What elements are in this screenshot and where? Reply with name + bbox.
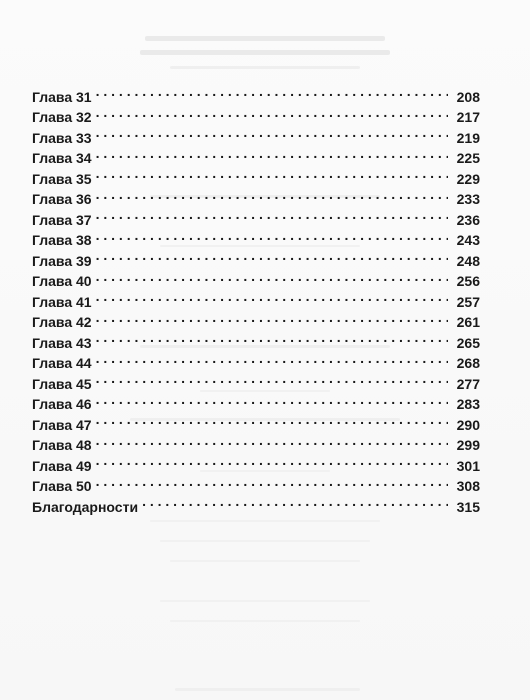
toc-entry-title: Глава 33 xyxy=(32,129,92,146)
toc-entry-page: 229 xyxy=(456,170,480,187)
bleed-through-line xyxy=(175,688,360,691)
dot-leader xyxy=(96,102,448,123)
toc-entry-title: Глава 45 xyxy=(32,375,92,392)
bleed-through-line xyxy=(140,50,390,55)
dot-leader xyxy=(96,368,448,389)
bleed-through-line xyxy=(170,66,360,69)
dot-leader xyxy=(96,471,448,492)
toc-entry-page: 208 xyxy=(456,88,480,105)
dot-leader xyxy=(96,266,448,287)
toc-entry-page: 219 xyxy=(456,129,480,146)
toc-entry[interactable] xyxy=(32,409,480,433)
toc-entry-title: Глава 50 xyxy=(32,478,92,494)
dot-leader xyxy=(96,450,448,471)
bleed-through-line xyxy=(160,600,370,602)
toc-entry-title: Глава 40 xyxy=(32,273,92,289)
toc-entry-page: 283 xyxy=(456,396,480,412)
dot-leader xyxy=(96,307,448,328)
toc-entry[interactable] xyxy=(32,389,480,410)
toc-entry[interactable] xyxy=(32,143,480,164)
bleed-through-line xyxy=(150,520,380,522)
toc-entry-title: Глава 36 xyxy=(32,191,92,207)
toc-entry[interactable] xyxy=(32,471,480,492)
toc-entry-title: Благодарности xyxy=(32,498,139,515)
toc-entry-title: Глава 42 xyxy=(32,314,92,330)
table-of-contents xyxy=(32,81,480,515)
toc-entry-page: 217 xyxy=(456,109,480,125)
toc-entry[interactable] xyxy=(32,307,480,328)
toc-entry-title: Глава 46 xyxy=(32,396,92,412)
toc-entry-page: 261 xyxy=(456,314,480,330)
bleed-through-line xyxy=(160,540,370,542)
toc-entry[interactable] xyxy=(32,266,480,287)
dot-leader xyxy=(96,204,448,225)
toc-entry[interactable] xyxy=(32,327,480,351)
dot-leader xyxy=(96,409,448,430)
toc-entry[interactable] xyxy=(32,184,480,205)
dot-leader xyxy=(96,389,448,410)
dot-leader xyxy=(96,163,448,184)
toc-entry-page: 236 xyxy=(456,211,480,228)
toc-entry-title: Глава 38 xyxy=(32,232,92,248)
dot-leader xyxy=(96,286,448,307)
toc-entry-page: 243 xyxy=(456,232,480,248)
toc-entry-page: 257 xyxy=(456,293,480,310)
dot-leader xyxy=(96,430,448,451)
toc-entry-title: Глава 44 xyxy=(32,355,92,371)
toc-entry[interactable] xyxy=(32,102,480,123)
toc-entry-page: 225 xyxy=(456,150,480,166)
toc-entry-title: Глава 47 xyxy=(32,416,92,433)
toc-entry[interactable] xyxy=(32,163,480,187)
toc-entry-page: 290 xyxy=(456,416,480,433)
toc-entry-title: Глава 37 xyxy=(32,211,92,228)
toc-entry-page: 277 xyxy=(456,375,480,392)
dot-leader xyxy=(142,491,448,512)
dot-leader xyxy=(96,327,448,348)
toc-entry-title: Глава 41 xyxy=(32,293,92,310)
dot-leader xyxy=(96,81,448,102)
toc-entry-page: 301 xyxy=(456,457,480,474)
toc-entry-title: Глава 34 xyxy=(32,150,92,166)
bleed-through-line xyxy=(170,620,360,622)
toc-entry-title: Глава 32 xyxy=(32,109,92,125)
toc-entry-title: Глава 31 xyxy=(32,88,92,105)
toc-entry[interactable] xyxy=(32,204,480,228)
dot-leader xyxy=(96,245,448,266)
toc-entry-page: 315 xyxy=(456,498,480,515)
toc-entry[interactable] xyxy=(32,368,480,392)
bleed-through-line xyxy=(145,36,385,41)
toc-entry[interactable] xyxy=(32,81,480,105)
toc-entry-page: 268 xyxy=(456,355,480,371)
dot-leader xyxy=(96,225,448,246)
toc-entry-title: Глава 48 xyxy=(32,437,92,453)
toc-entry-title: Глава 39 xyxy=(32,252,92,269)
toc-entry[interactable] xyxy=(32,245,480,269)
toc-entry-title: Глава 43 xyxy=(32,334,92,351)
dot-leader xyxy=(96,348,448,369)
toc-entry[interactable] xyxy=(32,286,480,310)
toc-entry-page: 256 xyxy=(456,273,480,289)
toc-entry[interactable] xyxy=(32,430,480,451)
toc-entry-page: 308 xyxy=(456,478,480,494)
dot-leader xyxy=(96,122,448,143)
dot-leader xyxy=(96,184,448,205)
toc-entry-page: 299 xyxy=(456,437,480,453)
bleed-through-line xyxy=(170,560,360,562)
toc-entry[interactable] xyxy=(32,122,480,146)
toc-entry-page: 248 xyxy=(456,252,480,269)
toc-entry[interactable] xyxy=(32,225,480,246)
toc-entry[interactable] xyxy=(32,348,480,369)
toc-entry-title: Глава 35 xyxy=(32,170,92,187)
toc-entry[interactable] xyxy=(32,491,480,515)
dot-leader xyxy=(96,143,448,164)
toc-entry-title: Глава 49 xyxy=(32,457,92,474)
toc-entry[interactable] xyxy=(32,450,480,474)
toc-entry-page: 233 xyxy=(456,191,480,207)
toc-entry-page: 265 xyxy=(456,334,480,351)
